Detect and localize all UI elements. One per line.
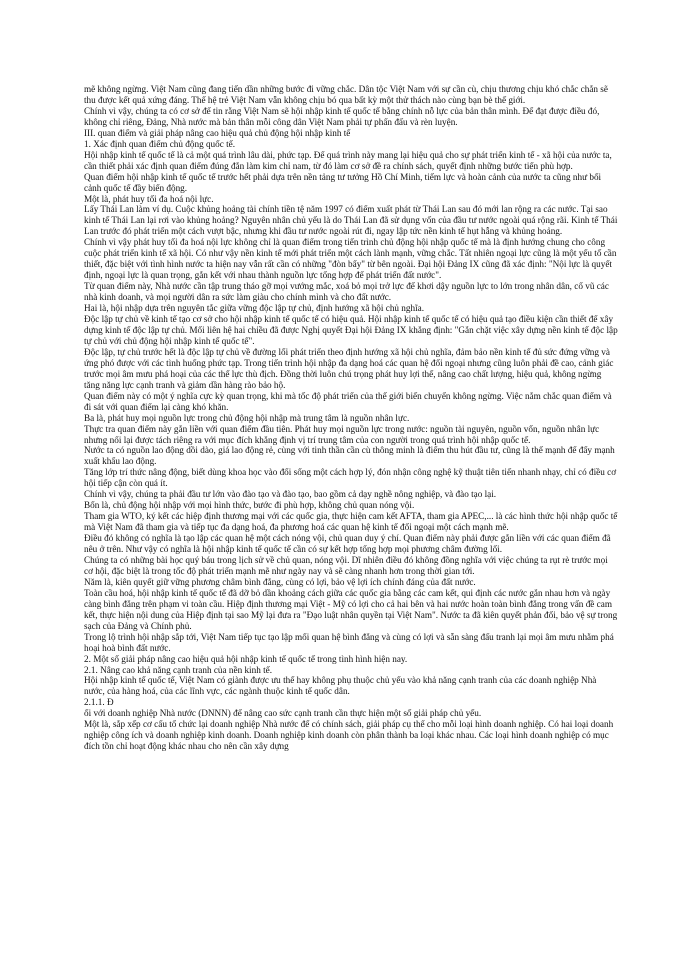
paragraph: Chính vì vậy, chúng ta có cơ sở để tin rằng Việt Nam sẽ hội nhập kinh tế quốc tế bằng chính nỗ lực của bản thân mình. Để đạt được điều đó, không chỉ riêng, Đảng, Nhà nước mà bản thân mỗi công dân Việt Nam phải tự phấn đấu và rèn luyện.: [84, 105, 600, 127]
paragraph: III. quan điểm và giải pháp nâng cao hiệu quả chủ động hội nhập kinh tế: [84, 127, 351, 138]
paragraph: Hai là, hội nhập dựa trên nguyên tắc giữa vững độc lập tự chủ, định hướng xã hội chủ nghĩa.: [84, 303, 425, 314]
paragraph: Từ quan điểm này, Nhà nước cần tập trung tháo gỡ mọi vướng mắc, xoá bỏ mọi trở lực để khơi dậy nguồn lực to lớn trong nhân dân, cổ vũ các nhà kinh doanh, và mọi người dân ra sức làm giàu cho chính mình và cho đất nước.: [84, 281, 609, 303]
paragraph: 2.1. Nâng cao khả năng cạnh tranh của nền kinh tế.: [84, 664, 273, 675]
paragraph: Độc lập tự chủ về kinh tế tạo cơ sở cho hội nhập kinh tế quốc tế có hiệu quả. Hội nhập kinh tế quốc tế có hiệu quả tạo điều kiện cần thiết để xây dựng kinh tế độc lập tự chủ. Mối liên hệ hai chiều đã được Nghị quyết Đại hội Đảng IX khẳng định: "Gắn chặt việc xây dựng nền kinh tế độc lập tự chủ với chủ động hội nhập kinh tế quốc tế".: [84, 314, 618, 346]
paragraph: Ba là, phát huy mọi nguồn lực trong chủ động hội nhập mà trung tâm là nguồn nhân lực.: [84, 412, 410, 423]
paragraph: Tham gia WTO, ký kết các hiệp định thương mại với các quốc gia, thực hiện cam kết AFTA, tham gia APEC,... là các hình thức hội nhập quốc tế mà Việt Nam đã tham gia và tiếp tục đa dạng hoá, đa phương hoá các quan hệ kinh tế đối ngoại một cách mạnh mẽ.: [84, 511, 618, 533]
paragraph: Nước ta có nguồn lao động dồi dào, giá lao động rẻ, cùng với tinh thần cần cù thông minh là điểm thu hút đầu tư, cũng là thế mạnh để đẩy mạnh xuất khẩu lao động.: [84, 445, 615, 467]
paragraph: Chúng ta có những bài học quý báu trong lịch sử về chủ quan, nóng vội. Dĩ nhiên điều đó không đồng nghĩa với việc chúng ta rụt rè trước mọi cơ hội, đặc biệt là trong tốc độ phát triển mạnh mẽ như ngày nay và sẽ càng nhanh hơn trong thời gian tới.: [84, 554, 608, 576]
paragraph: Quan điểm này có một ý nghĩa cực kỳ quan trọng, khi mà tốc độ phát triển của thế giới biến chuyển không ngừng. Việc nắm chắc quan điểm và đi sát với quan điểm lại càng khó khăn.: [84, 390, 612, 412]
paragraph: Độc lập, tự chủ trước hết là độc lập tự chủ về đường lối phát triển theo định hướng xã hội chủ nghĩa, đảm bảo nền kinh tế đủ sức đứng vững và ứng phó được với các tình huống phức tạp. Trong tiến trình hội nhập đa dạng hoá các quan hệ đối ngoại nhưng cũng luôn phải đề cao, cảnh giác trước mọi âm mưu phá hoại của các thế lực thù địch. Đồng thời luôn chú trọng phát huy lợi thế, nâng cao chất lượng, hiệu quả, không ngừng tăng năng lực cạnh tranh và giảm dần hàng rào bảo hộ.: [84, 346, 614, 390]
paragraph: Trong lộ trình hội nhập sắp tới, Việt Nam tiếp tục tạo lập mối quan hệ bình đẳng và cùng có lợi và sẵn sàng đấu tranh lại mọi âm mưu nhằm phá hoại hoà bình đất nước.: [84, 631, 614, 653]
paragraph: 1. Xác định quan điểm chủ động quốc tế.: [84, 138, 236, 149]
paragraph: Bốn là, chủ động hội nhập với mọi hình thức, bước đi phù hợp, không chủ quan nóng vội.: [84, 500, 415, 511]
paragraph: Hội nhập kinh tế quốc tế là cả một quá trình lâu dài, phức tạp. Để quá trình này mang lại hiệu quả cho sự phát triển kinh tế - xã hội của nước ta, cần thiết phải xác định quan điểm đúng đắn làm kim chỉ nam, từ đó làm cơ sở đề ra chính sách, quyết định những bước tiến phù hợp.: [84, 149, 612, 171]
paragraph: 2.1.1. Đ: [84, 697, 114, 708]
paragraph: Một là, phát huy tối đa hoá nội lực.: [84, 193, 214, 204]
paragraph: Chính vì vậy, chúng ta phải đầu tư lớn vào đào tạo và đào tạo, bao gồm cả dạy nghề nông nghiệp, và đào tạo lại.: [84, 489, 497, 500]
document-page: [84, 84, 618, 752]
paragraph: Quan điểm hội nhập kinh tế quốc tế trước hết phải dựa trên nền tảng tư tưởng Hồ Chí Minh, tiếm lực và hoàn cảnh của nước ta cũng như bối cảnh quốc tế đầy biến động.: [84, 171, 602, 193]
paragraph: Một là, sắp xếp cơ cấu tổ chức lại doanh nghiệp Nhà nước để có chính sách, giải pháp cụ thể cho mỗi loại hình doanh nghiệp. Có hai loại doanh nghiệp công ích và doanh nghiệp kinh doanh. Doanh nghiệp kinh doanh còn phân thành ba loại khác nhau. Các loại hình doanh nghiệp có mục đích tồn chỉ hoạt động khác nhau cho nên cần xây dựng: [84, 719, 614, 752]
paragraph: Chính vì vậy phát huy tối đa hoá nội lực không chỉ là quan điểm trong tiến trình chủ động hội nhập quốc tế mà là định hướng chung cho công cuộc phát triển kinh tế xã hội. Có như vậy nền kinh tế mới phát triển một cách lành mạnh, vững chắc. Tất nhiên ngoại lực cũng là một yếu tố cần thiết, đặc biệt với tình hình nước ta hiện nay vẫn rất cần có những "đòn bẩy" từ bên ngoài. Đại hội Đảng IX cũng đã xác định: "Nội lực là quyết định, ngoại lực là quan trọng, gắn kết với nhau thành nguồn lực tổng hợp để phát triển đất nước".: [84, 237, 617, 281]
paragraph: mẽ không ngừng. Việt Nam cũng đang tiến dần những bước đi vững chắc. Dân tộc Việt Nam với sự cần cù, chịu thương chịu khó chắc chắn sẽ thu được kết quả xứng đáng. Thế hệ trẻ Việt Nam vẫn không chịu bó qua bất kỳ một thử thách nào cùng bạn bè thế giới.: [84, 84, 608, 105]
paragraph: Thực tra quan điểm này gắn liền với quan điểm đầu tiên. Phát huy mọi nguồn lực trong nước: nguồn tài nguyên, nguồn vốn, nguồn nhân lực nhưng nổi lại được tách riêng ra với mục đích khẳng định vị trí trung tâm của con người trong quá trình hội nhập quốc tế.: [84, 423, 600, 445]
paragraph: Toàn cầu hoá, hội nhập kinh tế quốc tế đã dỡ bỏ dần khoảng cách giữa các quốc gia bằng các cam kết, qui định các nước gắn nhau hơn và ngày càng bình đẳng trên phạm vi toàn cầu. Hiệp định thương mại Việt - Mỹ có lợi cho cả hai bên và hai nước hoàn toàn bình đẳng trong vấn đề cam kết, thực hiện nội dung của Hiệp định tại sao Mỹ lại đưa ra "Đạo luật nhân quyền tại Việt Nam". Nước ta đã kiên quyết phản đối, bảo vệ sự trong sạch của Đảng và Chính phủ.: [84, 587, 618, 631]
paragraph: Tăng lớp trí thức nâng động, biết dùng khoa học vào đổi sống một cách hợp lý, đón nhận công nghệ kỹ thuật tiên tiến nhanh nhạy, chỉ có điều cơ hội tiếp cận còn quá ít.: [84, 467, 617, 489]
paragraph: ối với doanh nghiệp Nhà nước (DNNN) để nâng cao sức cạnh tranh cần thực hiện một số giải pháp chủ yếu.: [84, 708, 482, 719]
paragraph: 2. Một số giải pháp nâng cao hiệu quả hội nhập kinh tế quốc tế trong tình hình hiện nay.: [84, 653, 408, 664]
paragraph: Năm là, kiên quyết giữ vững phương châm bình đẳng, cùng có lợi, bảo vệ lợi ích chính đáng của đất nước.: [84, 576, 476, 587]
paragraph: Lấy Thái Lan làm ví dụ. Cuộc khủng hoảng tài chính tiền tệ năm 1997 có điểm xuất phát từ Thái Lan sau đó mới lan rộng ra các nước. Tại sao kinh tế Thái Lan lại rơi vào khủng hoảng? Nguyên nhân chủ yếu là do Thái Lan đã sử dụng vốn của đầu tư nước ngoài quá rộng rãi. Kinh tế Thái Lan trước đó phát triển một cách vượt bậc, nhưng khi đầu tư nước ngoài rút đi, ngay lập tức nền kinh tế hụt hẫng và khủng hoảng.: [84, 204, 618, 237]
paragraph: Hội nhập kinh tế quốc tế, Việt Nam có giành được ưu thế hay không phụ thuộc chủ yếu vào khả năng cạnh tranh của các doanh nghiệp Nhà nước, của hàng hoá, của các lĩnh vực, các ngành thuộc kinh tế quốc dân.: [84, 675, 597, 697]
paragraph: Điều đó không có nghĩa là tạo lập các quan hệ một cách nóng vội, chủ quan duy ý chí. Quan điểm này phải được gắn liền với các quan điểm đã nêu ở trên. Như vậy có nghĩa là hội nhập kinh tế quốc tế cần có sự kết hợp tổng hợp mọi phương châm đường lối.: [84, 533, 611, 555]
